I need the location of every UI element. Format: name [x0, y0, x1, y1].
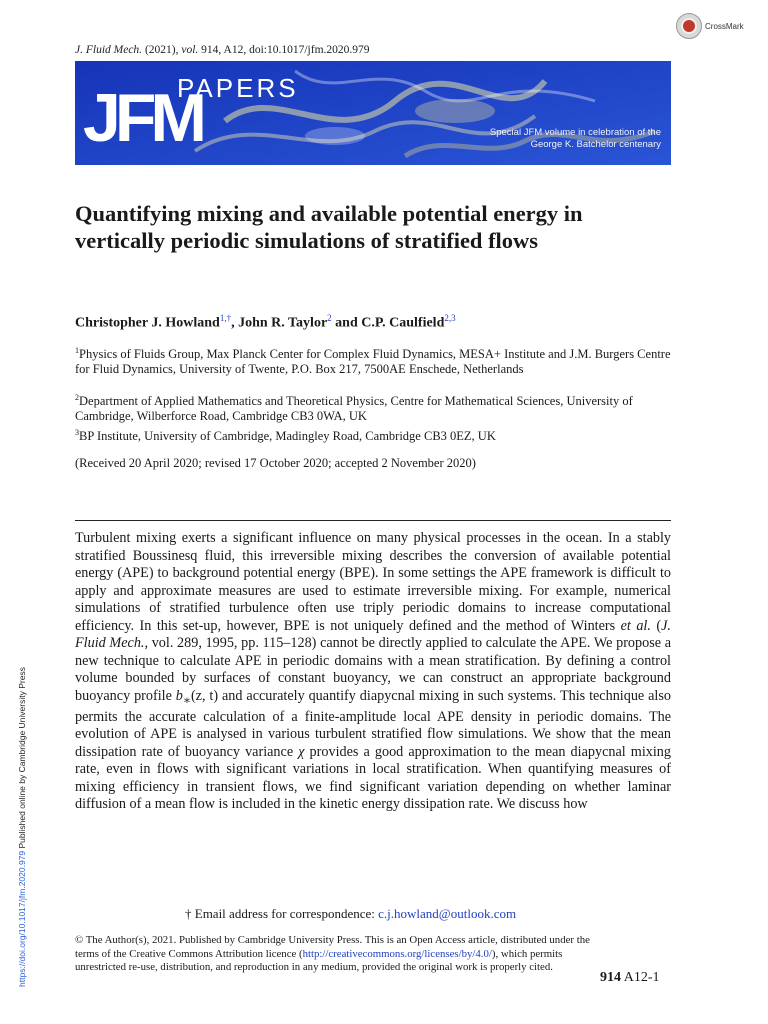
- banner-caption-line2: George K. Batchelor centenary: [530, 139, 661, 150]
- journal-citation: [75, 44, 370, 56]
- crossmark-label: CrossMark: [705, 21, 744, 31]
- jfm-logo: JFM: [83, 80, 201, 156]
- journal-year: (2021),: [144, 44, 179, 56]
- abstract-part-2: (: [650, 617, 662, 634]
- affiliation-3-sup: 3: [75, 428, 79, 437]
- correspondence-email-link[interactable]: c.j.howland@outlook.com: [378, 906, 517, 921]
- page-volume: 914: [600, 970, 621, 985]
- license-text-1: © The Author(s), 2021. Published by Cambridge University Press. This is an Open Access article, distributed under the terms of the Creative Commons Attribution licence (: [75, 934, 590, 960]
- received-dates: (Received 20 April 2020; revised 17 October 2020; accepted 2 November 2020): [75, 456, 476, 470]
- abstract-math-sub: ∗: [182, 692, 191, 707]
- affiliation-1-sup: 1: [75, 346, 79, 355]
- abstract-part-5: provides a good approximation to the mean diapycnal mixing rate, even in flows with significant variations in local stratification. When quantifying measures of mixing efficiency in transient flows, we find significant variation depending on whether laminar diffusion of a mean flow is included in the kinetic energy dissipation rate. We discuss how: [75, 743, 671, 813]
- author-2-sup[interactable]: 2: [327, 313, 332, 323]
- affiliation-2-sup: 2: [75, 393, 79, 402]
- abstract-chi: χ: [298, 743, 305, 760]
- crossmark-icon: [676, 13, 702, 39]
- affiliation-1-text: Physics of Fluids Group, Max Planck Center for Complex Fluid Dynamics, MESA+ Institute and J.M. Burgers Centre for Fluid Dynamics, University of Twente, P.O. Box 217, 7500AE Enschede, Netherlands: [75, 347, 671, 377]
- author-1-sup[interactable]: 1,†: [219, 313, 232, 323]
- license-url-link[interactable]: http://creativecommons.org/licenses/by/4.0/: [302, 947, 492, 960]
- abstract-divider: [75, 520, 671, 521]
- jfm-banner: [75, 61, 671, 165]
- journal-abbrev: J. Fluid Mech.: [75, 44, 143, 56]
- author-list: [75, 313, 456, 332]
- abstract-part-4: and accurately quantify diapycnal mixing in such systems. This technique also permits the accurate calculation of a finite-amplitude local APE density in periodic domains. The evolution of APE is analysed in various turbulent stratified flow simulations. We show that the mean dissipation rate of buoyancy variance: [75, 687, 671, 760]
- license-text-2: ), which permits unrestricted re-use, distribution, and reproduction in any medium, provided the original work is properly cited.: [75, 947, 563, 973]
- page-number: [600, 970, 660, 986]
- banner-caption: [431, 127, 661, 151]
- author-3: and C.P. Caulfield: [331, 315, 445, 331]
- abstract-ref-journal: J. Fluid Mech.: [75, 617, 671, 651]
- correspondence-label: † Email address for correspondence:: [185, 906, 379, 921]
- affiliation-3: [75, 425, 675, 444]
- license-notice: [75, 934, 590, 975]
- abstract: [75, 530, 671, 814]
- author-2: , John R. Taylor: [231, 315, 328, 331]
- abstract-part-3: , vol. 289, 1995, pp. 115–128) cannot be directly applied to calculate the APE. We propose a new technique to calculate APE in periodic domains with a mean stratification. By defining a control volume bounded by surfaces of constant buoyancy, we can construct an appropriate background buoyancy profile: [75, 635, 671, 704]
- abstract-math-b: b: [175, 687, 183, 704]
- page-id: A12-1: [623, 970, 660, 985]
- crossmark-badge[interactable]: [676, 12, 768, 40]
- sidebar-doi-link[interactable]: https://doi.org/10.1017/jfm.2020.979: [17, 850, 27, 987]
- sidebar-doi-notice: [17, 667, 27, 987]
- banner-papers-label: PAPERS: [177, 73, 299, 103]
- correspondence-footnote: [185, 906, 516, 922]
- sidebar-published: Published online by Cambridge University Press: [17, 667, 27, 851]
- author-1: Christopher J. Howland: [75, 315, 220, 331]
- author-3-sup[interactable]: 2,3: [444, 313, 456, 323]
- abstract-part-1: Turbulent mixing exerts a significant influence on many physical processes in the ocean. In a stably stratified Boussinesq fluid, this irreversible mixing describes the conversion of available potential energy (APE) to background potential energy (BPE). In some settings the APE framework is difficult to apply and approximate measures are used to estimate irreversible mixing. For example, numerical simulations of stratified turbulence often use triply periodic domains to increase computational efficiency. In this set-up, however, BPE is not uniquely defined and the method of Winters: [75, 530, 671, 634]
- affiliation-3-text: BP Institute, University of Cambridge, Madingley Road, Cambridge CB3 0EZ, UK: [79, 429, 496, 444]
- paper-title: Quantifying mixing and available potential energy in vertically periodic simulations of stratified flows: [75, 201, 583, 253]
- affiliation-2-text: Department of Applied Mathematics and Theoretical Physics, Centre for Mathematical Sciences, University of Cambridge, Wilberforce Road, Cambridge CB3 0WA, UK: [75, 394, 633, 424]
- banner-caption-line1: Special JFM volume in celebration of the: [489, 127, 661, 138]
- journal-vol-label: vol.: [181, 44, 199, 56]
- journal-citation-rest: 914, A12, doi:10.1017/jfm.2020.979: [201, 44, 370, 56]
- abstract-etal: et al.: [620, 617, 651, 634]
- affiliation-1: [75, 343, 675, 377]
- abstract-math-args: (z, t): [190, 687, 219, 704]
- affiliation-2: [75, 390, 675, 424]
